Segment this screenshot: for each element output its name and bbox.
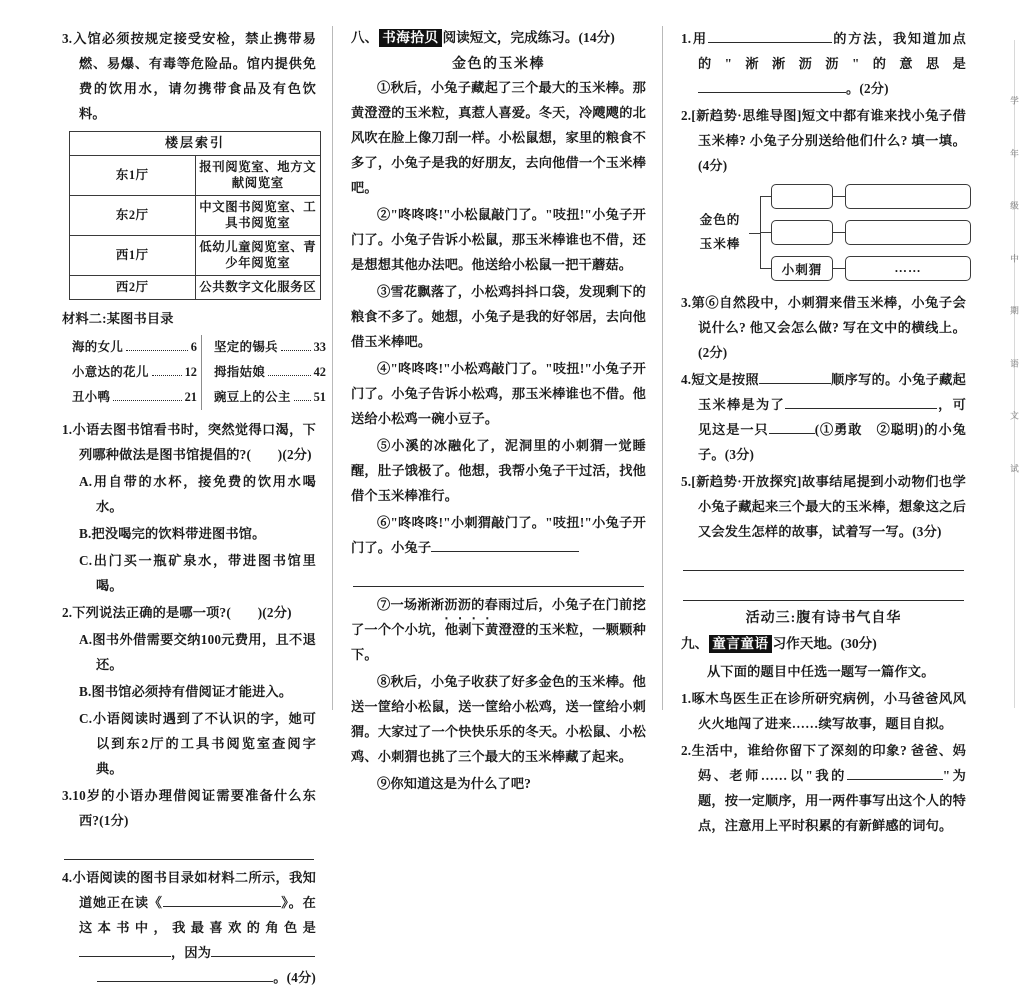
- side-mark: 试: [1009, 463, 1020, 472]
- passage-title: 金色的玉米棒: [452, 57, 545, 72]
- answer-line[interactable]: [353, 562, 644, 587]
- topic-2-part-2: "为题，按一定顺序，用一两件事写出这个人的特点，注意用上平时积累的有新鲜感的词句。: [698, 768, 966, 833]
- mind-map-borrower-box-1[interactable]: [771, 184, 833, 209]
- section-number: 八、: [351, 30, 379, 45]
- section-heading-rest: 阅读短文，完成练习。(14分): [442, 30, 615, 45]
- reading-q1-part-1: 1.用: [681, 31, 708, 46]
- activity-three-title: 活动三:腹有诗书气自华: [745, 611, 902, 626]
- question-2-option-c[interactable]: C.小语阅读时遇到了不认识的字，她可以到东2厅的工具书阅览室查阅字典。: [79, 711, 316, 776]
- composition-instruction: 从下面的题目中任选一题写一篇作文。: [707, 664, 935, 679]
- question-1-stem: 1.小语去图书馆看书时，突然觉得口渴，下列哪种做法是图书馆提倡的?( )(2分): [62, 422, 316, 462]
- question-1-option-c[interactable]: C.出门买一瓶矿泉水，带进图书馆里喝。: [79, 553, 316, 593]
- catalog-entry: [214, 335, 330, 360]
- room-label: 西2厅: [70, 276, 196, 300]
- middle-column: [332, 26, 662, 791]
- floor-index-table: [69, 131, 321, 300]
- catalog-title: 海的女儿: [72, 340, 124, 354]
- left-column: [14, 26, 332, 985]
- catalog-column-left: [72, 335, 201, 410]
- paragraph-7-part-2: 的春雨过后，小兔子在门前挖了一个个小坑，他剥下黄澄澄的玉米粒，一颗颗种下。: [351, 597, 646, 662]
- question-4-score: [62, 965, 316, 990]
- score-label: 。(4分): [273, 970, 316, 985]
- question-4-part-1: 4.小语阅读的图书目录如材料二所示，我知道她正在读《: [62, 870, 316, 910]
- mind-map-borrower-box-2[interactable]: [771, 220, 833, 245]
- reading-question-3: 3.第⑥自然段中，小刺猬来借玉米棒，小兔子会说什么? 他又会怎么做? 写在文中的横线上。(2分): [681, 295, 966, 360]
- catalog-page: 42: [313, 365, 326, 379]
- side-mark: 年: [1009, 148, 1020, 157]
- mind-map-gift-box-1[interactable]: [845, 184, 971, 209]
- catalog-title: 丑小鸭: [72, 390, 111, 404]
- catalog-entry: [72, 360, 201, 385]
- passage-paragraph-6: [351, 510, 646, 560]
- right-column: [662, 26, 992, 833]
- section-heading-rest: 习作天地。(30分): [772, 636, 877, 651]
- catalog-entry: [72, 385, 201, 410]
- table-row: [70, 196, 321, 236]
- section-nine-heading: [681, 632, 966, 656]
- answer-line[interactable]: [683, 576, 964, 601]
- reading-question-1: [681, 26, 966, 101]
- side-mark: 文: [1009, 411, 1020, 420]
- question-1-option-a[interactable]: A.用自带的水杯，接免费的饮用水喝水。: [79, 474, 316, 514]
- passage-paragraph-9: ⑨你知道这是为什么了吧?: [377, 776, 532, 791]
- answer-blank[interactable]: [847, 764, 943, 780]
- side-mark: 级: [1009, 201, 1020, 210]
- catalog-page: 21: [184, 390, 197, 404]
- room-label: 西1厅: [70, 236, 196, 276]
- question-2-option-b[interactable]: B.图书馆必须持有借阅证才能进入。: [79, 684, 293, 699]
- emphasized-word: 淅淅沥沥 ‧‧‧‧: [417, 597, 471, 613]
- catalog-page: 51: [313, 390, 326, 404]
- table-header-row: [70, 132, 321, 156]
- question-4-stem: [62, 865, 316, 965]
- passage-paragraph-2: ②"咚咚咚!"小松鼠敲门了。"吱扭!"小兔子开门了。小兔子告诉小松鼠，那玉米棒谁也不借，还是想想其他办法吧。他送给小松鼠一把干蘑菇。: [351, 207, 646, 272]
- answer-blank[interactable]: [759, 368, 831, 384]
- mind-map-root-line-2: 玉米棒: [699, 237, 741, 251]
- section-tag-badge: 书海拾贝: [379, 29, 441, 47]
- mind-map-root: [691, 208, 749, 256]
- answer-blank[interactable]: [97, 966, 273, 982]
- room-desc: 报刊阅览室、地方文献阅览室: [195, 156, 321, 196]
- catalog-page: 33: [313, 340, 326, 354]
- question-2-stem: 2.下列说法正确的是哪一项?( )(2分): [62, 605, 292, 620]
- table-row: [70, 156, 321, 196]
- section-number: 九、: [681, 636, 709, 651]
- answer-blank[interactable]: [785, 393, 937, 409]
- question-4-part-2: 》。在这本书中，我最喜欢的角色是: [79, 895, 316, 935]
- reading-question-5: 5.[新趋势·开放探究]故事结尾提到小动物们也学小兔子藏起来三个最大的玉米棒，想象这之后又会发生怎样的故事，试着写一写。(3分): [681, 474, 966, 539]
- paragraph-6-text: ⑥"咚咚咚!"小刺猬敲门了。"吱扭!"小兔子开门了。小兔子: [351, 515, 646, 555]
- catalog-title: 拇指姑娘: [214, 365, 266, 379]
- mind-map-gift-box-3[interactable]: ……: [845, 256, 971, 281]
- answer-blank[interactable]: [698, 77, 846, 93]
- leader-dots: [126, 350, 188, 351]
- answer-line[interactable]: [64, 835, 314, 860]
- catalog-title: 坚定的锡兵: [214, 340, 278, 354]
- catalog-column-right: [201, 335, 330, 410]
- floor-table-title: 楼层索引: [70, 132, 321, 156]
- topic-2-part-1: 2.生活中，谁给你留下了深刻的印象? 爸爸、妈妈、老师……以"我的: [681, 743, 966, 783]
- reading-q1-part-2: 的方法，我知道加点的"淅淅沥沥"的意思是: [698, 31, 966, 71]
- side-mark: 学: [1009, 96, 1020, 105]
- answer-blank[interactable]: [211, 941, 315, 957]
- reading-question-4: [681, 367, 966, 467]
- passage-paragraph-8: ⑧秋后，小兔子收获了好多金色的玉米棒。他送一筐给小松鼠，送一筐给小松鸡，送一筐给小刺猬。大家过了一个快快乐乐的冬天。小松鼠、小松鸡、小刺猬也挑了三个最大的玉米棒藏了起来。: [351, 674, 646, 764]
- leader-dots: [268, 375, 310, 376]
- section-eight-heading: [351, 26, 646, 50]
- catalog-entry: [72, 335, 201, 360]
- answer-blank[interactable]: [769, 418, 815, 434]
- answer-blank[interactable]: [163, 891, 281, 907]
- library-rule-3: 3.入馆必须按规定接受安检，禁止携带易燃、易爆、有毒等危险品。馆内提供免费的饮用水，请勿携带食品及有色饮料。: [62, 31, 316, 121]
- catalog-title: 小意达的花儿: [72, 365, 149, 379]
- mind-map-diagram: [685, 182, 971, 286]
- page-side-marks: [1008, 96, 1021, 472]
- leader-dots: [281, 350, 311, 351]
- passage-paragraph-3: ③雪花飘落了，小松鸡抖抖口袋，发现剩下的粮食不多了。她想，小兔子是我的好邻居，去向他借玉米棒吧。: [351, 284, 646, 349]
- room-desc: 中文图书阅览室、工具书阅览室: [195, 196, 321, 236]
- passage-paragraph-4: ④"咚咚咚!"小松鸡敲门了。"吱扭!"小兔子开门了。小兔子告诉小松鸡，那玉米棒谁也不借。他送给小松鸡一碗小豆子。: [351, 361, 646, 426]
- leader-dots: [152, 375, 182, 376]
- question-3-stem: 3.10岁的小语办理借阅证需要准备什么东西?(1分): [62, 788, 316, 828]
- room-label: 东1厅: [70, 156, 196, 196]
- catalog-entry: [214, 360, 330, 385]
- reading-q4-part-3: ，可见这是一只: [698, 397, 966, 437]
- table-row: [70, 236, 321, 276]
- paragraph-7-part-1: ⑦一场: [377, 597, 418, 612]
- reading-question-2: 2.[新趋势·思维导图]短文中都有谁来找小兔子借玉米棒? 小兔子分别送给他们什么? 填一填。(4分): [681, 108, 966, 173]
- reading-q4-part-2: 顺序写的。小兔子藏起玉米棒是为了: [698, 372, 966, 412]
- mind-map-root-line-1: 金色的: [699, 213, 741, 227]
- book-catalog: [72, 335, 330, 410]
- question-4-part-3: ，因为: [171, 945, 212, 960]
- leader-dots: [113, 400, 181, 401]
- side-mark: 语: [1009, 358, 1020, 367]
- side-mark: 期: [1009, 306, 1020, 315]
- side-mark: 中: [1009, 253, 1020, 262]
- answer-blank[interactable]: [431, 536, 579, 552]
- room-label: 东2厅: [70, 196, 196, 236]
- passage-paragraph-5: ⑤小溪的冰融化了，泥洞里的小刺猬一觉睡醒，肚子饿极了。他想，我帮小兔子干过活，找他借个玉米棒准行。: [351, 438, 646, 503]
- composition-topic-2: [681, 738, 966, 838]
- reading-q4-part-1: 4.短文是按照: [681, 372, 759, 387]
- answer-blank[interactable]: [708, 27, 832, 43]
- answer-line[interactable]: [683, 546, 964, 571]
- mind-map-borrower-box-3[interactable]: 小刺猬: [771, 256, 833, 281]
- room-desc: 公共数字文化服务区: [195, 276, 321, 300]
- passage-paragraph-1: ①秋后，小兔子藏起了三个最大的玉米棒。那黄澄澄的玉米粒，真惹人喜爱。冬天，冷飕飕的北风吹在脸上像刀刮一样。小松鼠想，家里的粮食不多了，小兔子是我的好朋友，去向他借一个玉米棒吧。: [351, 80, 646, 195]
- passage-paragraph-7: [351, 592, 646, 667]
- section-tag-badge: 童言童语: [709, 635, 771, 653]
- mind-map-gift-box-2[interactable]: [845, 220, 971, 245]
- catalog-title: 豌豆上的公主: [214, 390, 291, 404]
- room-desc: 低幼儿童阅览室、青少年阅览室: [195, 236, 321, 276]
- question-1-option-b[interactable]: B.把没喝完的饮料带进图书馆。: [79, 526, 266, 541]
- catalog-page: 12: [184, 365, 197, 379]
- catalog-page: 6: [190, 340, 197, 354]
- material-two-label: 材料二:某图书目录: [62, 311, 174, 326]
- table-row: [70, 276, 321, 300]
- reading-q4-part-4: (①勇敢 ②聪明)的小兔子。(3分): [698, 422, 966, 462]
- composition-topic-1: 1.啄木鸟医生正在诊所研究病例，小马爸爸风风火火地闯了进来……续写故事，题目自拟。: [681, 691, 966, 731]
- answer-blank[interactable]: [79, 941, 171, 957]
- reading-q1-score: 。(2分): [846, 81, 889, 96]
- question-2-option-a[interactable]: A.图书外借需要交纳100元费用，且不退还。: [79, 632, 316, 672]
- leader-dots: [294, 400, 311, 401]
- catalog-entry: [214, 385, 330, 410]
